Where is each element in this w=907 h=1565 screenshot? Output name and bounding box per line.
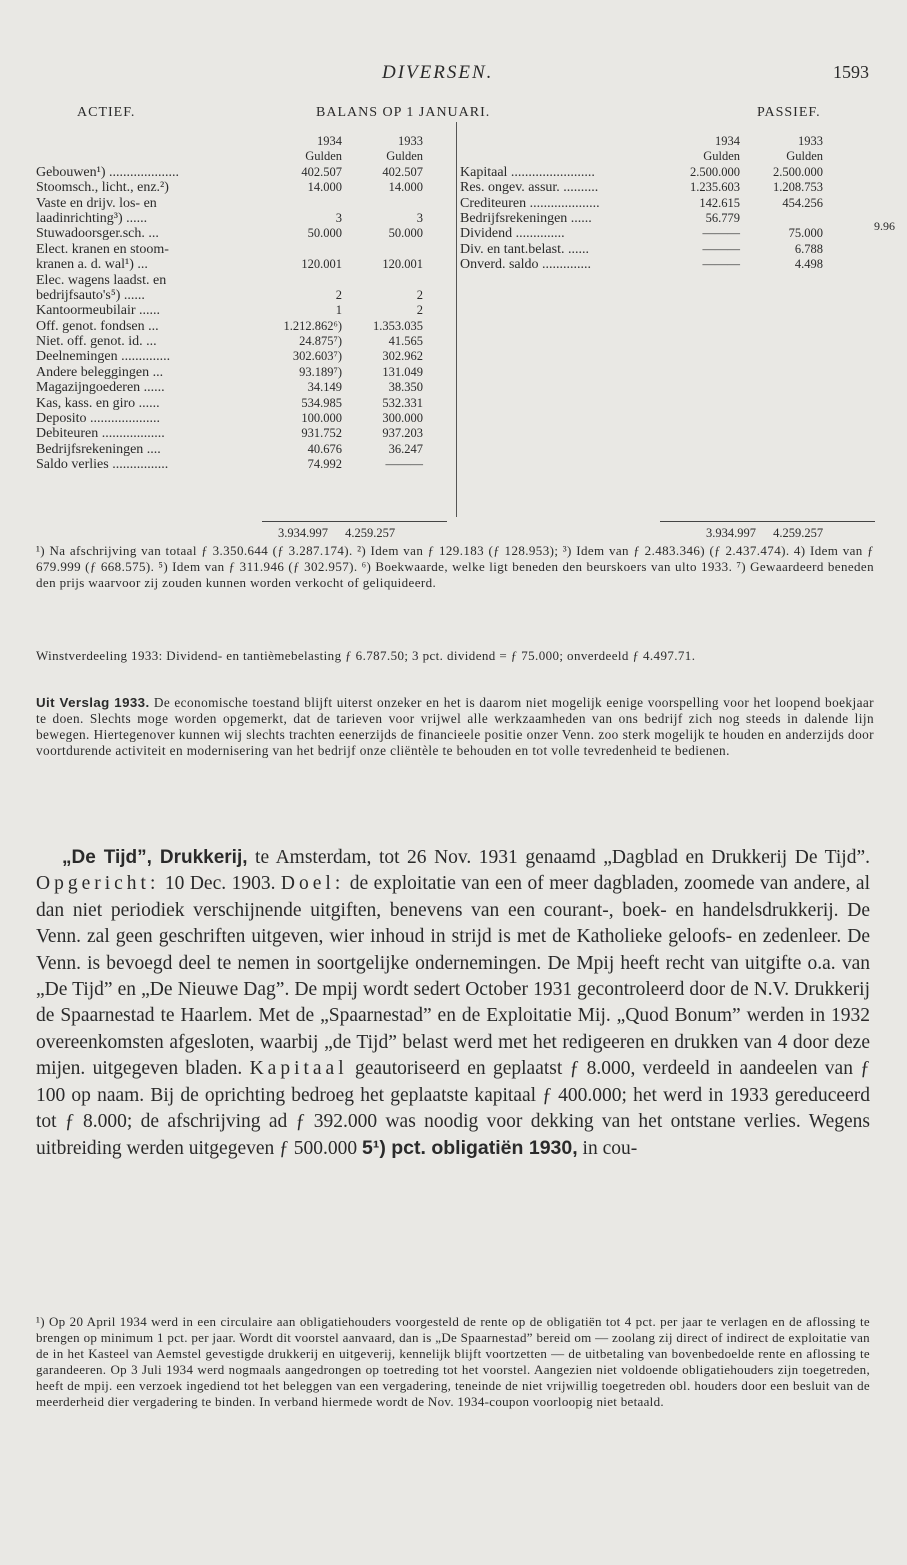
row-label: Magazijngoederen ......	[36, 380, 165, 396]
passief-col-units	[460, 149, 880, 164]
actief-row	[36, 242, 458, 257]
row-label: Bedrijfsrekeningen ......	[460, 210, 592, 226]
row-label: Stuwadoorsger.sch. ...	[36, 226, 159, 242]
value-1933: 402.507	[382, 164, 423, 179]
year-1933: 1933	[798, 134, 823, 148]
actief-total-1933: 4.259.257	[345, 526, 396, 540]
company-text-5: in cou-	[577, 1138, 638, 1160]
actief-row	[36, 396, 458, 411]
value-1933: 2	[416, 303, 423, 318]
row-label: Andere beleggingen ...	[36, 364, 164, 380]
actief-row	[36, 257, 458, 272]
value-1933: 2	[416, 287, 423, 302]
year-1934: 1934	[715, 134, 740, 148]
balance-title: BALANS OP 1 JANUARI.	[316, 105, 491, 120]
passief-row	[460, 257, 880, 272]
winstverdeeling: Winstverdeeling 1933: Dividend- en tantièmebelasting ƒ 6.787.50; 3 pct. dividend = ƒ 75.000; onverdeeld ƒ 4.497.71.	[36, 648, 696, 663]
actief-col-units	[36, 149, 458, 164]
value-1934: 534.985	[301, 395, 342, 410]
value-1934: 93.189⁷)	[299, 364, 342, 379]
actief-totals	[278, 526, 395, 541]
value-1933: 131.049	[382, 364, 423, 379]
bottom-footnote: ¹) Op 20 April 1934 werd in een circulaire aan obligatiehouders voorgesteld de rente op de obligatiën tot 4 pct. per jaar te verlagen en de aflossing te brengen op minimum 1 pct. per jaar. Wordt dit voorstel aanvaard, dan is „De Spaarnestad” bereid om — zoolang zij direct of indirect de exploitatie van de in het Kasteel van Aemstel gevestigde drukkerij en uitgeverij, kennelijk blijft voortzetten — de uitbetaling van bovenbedoelde rente en aflossing te garandeeren. Op 3 Juli 1934 werd nogmaals aangedrongen op toetreding tot het voorstel. Aangezien niet voldoende obligatiehouders zijn toegetreden, heeft de mpij. een verzoek ingediend tot het beleggen van een vergadering, teneinde de niet vrijwillig toegetreden obl. houders door een besluit van de meerderheid dier vergadering te binden. In verband hiermede wordt de Nov. 1934-coupon voorloopig niet betaald.	[36, 1314, 870, 1410]
company-text-2: 10 Dec. 1903.	[159, 873, 281, 895]
row-label: Niet. off. genot. id. ...	[36, 334, 157, 350]
row-label: Kantoormeubilair ......	[36, 303, 161, 319]
value-1933: 454.256	[782, 195, 823, 210]
value-1934: 100.000	[301, 411, 342, 426]
passief-row	[460, 196, 880, 211]
company-entry	[36, 845, 870, 1163]
actief-row	[36, 411, 458, 426]
value-1933: ———	[385, 457, 423, 472]
row-label: Gebouwen¹) ....................	[36, 164, 180, 180]
actief-row	[36, 226, 458, 241]
actief-row	[36, 457, 458, 472]
company-text-4: geautoriseerd en geplaatst ƒ 8.000, verdeeld in aandeelen van ƒ 100 op naam. Bij de oprichting bedroeg het geplaatste kapitaal ƒ 400.000; het werd in 1933 gereduceerd tot ƒ 8.000; de afschrijving ad ƒ 392.000 was noodig voor dekking van het ontstane verlies. Wegens uitbreiding werden uitgegeven ƒ 500.000	[36, 1058, 870, 1160]
value-1934: 56.779	[705, 210, 740, 225]
row-label: Off. genot. fondsen ...	[36, 318, 159, 334]
kapitaal-label: Kapitaal	[249, 1058, 348, 1080]
value-1934: 1.212.862⁶)	[283, 318, 342, 333]
year-1933: 1933	[398, 134, 423, 148]
value-1934: 142.615	[699, 195, 740, 210]
value-1934: 2.500.000	[690, 164, 740, 179]
doel-label: Doel:	[280, 873, 345, 895]
value-1933: 937.203	[382, 426, 423, 441]
value-1934: ———	[702, 257, 740, 272]
balance-footnotes: ¹) Na afschrijving van totaal ƒ 3.350.644 (ƒ 3.287.174). ²) Idem van ƒ 129.183 (ƒ 128.953); ³) Idem van ƒ 2.483.346) (ƒ 2.437.474). 4) Idem van ƒ 679.999 (ƒ 668.575). ⁵) Idem van ƒ 311.946 (ƒ 302.957). ⁶) Boekwaarde, welke ligt beneden den beurskoers van ulto 1933. ⁷) Gewaardeerd beneden den prijs waarvoor zij zouden kunnen worden verkocht of geliquideerd.	[36, 543, 874, 590]
row-label: bedrijfsauto's⁵) ......	[36, 287, 145, 303]
actief-row	[36, 273, 458, 288]
value-1933: 4.498	[794, 257, 823, 272]
passief-row	[460, 165, 880, 180]
value-1934: 931.752	[301, 426, 342, 441]
row-label: Dividend ..............	[460, 226, 565, 242]
passief-label: PASSIEF.	[757, 105, 821, 120]
actief-row	[36, 303, 458, 318]
actief-row	[36, 442, 458, 457]
actief-row	[36, 211, 458, 226]
row-label: Bedrijfsrekeningen ....	[36, 441, 161, 457]
row-label: Stoomsch., licht., enz.²)	[36, 180, 169, 196]
value-1933: 38.350	[388, 380, 423, 395]
row-label: Elec. wagens laadst. en	[36, 272, 167, 288]
passief-total-1934: 3.934.997	[706, 526, 756, 540]
company-text-1: te Amsterdam, tot 26 Nov. 1931 genaamd „Dagblad en Drukkerij De Tijd”.	[247, 847, 871, 868]
row-label: laadinrichting³) ......	[36, 210, 148, 226]
row-label: Div. en tant.belast. ......	[460, 241, 589, 257]
passief-totals	[706, 526, 823, 541]
unit-gulden: Gulden	[305, 149, 342, 164]
value-1933: 120.001	[382, 257, 423, 272]
opgericht-label: Opgericht:	[36, 873, 160, 895]
actief-row	[36, 196, 458, 211]
actief-row	[36, 380, 458, 395]
running-header	[0, 62, 907, 86]
row-label: Deposito ....................	[36, 411, 161, 427]
actief-row	[36, 165, 458, 180]
value-1933: 1.208.753	[773, 180, 823, 195]
row-label: Saldo verlies ................	[36, 457, 169, 473]
value-1933: 14.000	[388, 180, 423, 195]
row-label: Kapitaal ........................	[460, 164, 595, 180]
actief-row	[36, 334, 458, 349]
stray-value: 9.96	[874, 219, 895, 233]
value-1934: 50.000	[307, 226, 342, 241]
value-1934: 3	[335, 210, 342, 225]
value-1933: 302.962	[382, 349, 423, 364]
value-1934: ———	[702, 241, 740, 256]
value-1934: 1.235.603	[690, 180, 740, 195]
row-label: Elect. kranen en stoom-	[36, 241, 169, 257]
section-title: DIVERSEN.	[382, 62, 494, 83]
value-1933: 532.331	[382, 395, 423, 410]
value-1933: 41.565	[388, 334, 423, 349]
actief-label: ACTIEF.	[77, 105, 136, 120]
value-1934: 24.875⁷)	[299, 334, 342, 349]
actief-total-1934: 3.934.997	[278, 526, 328, 540]
value-1933: 6.788	[794, 241, 823, 256]
passief-row	[460, 226, 880, 241]
actief-row	[36, 365, 458, 380]
verslag-text: De economische toestand blijft uiterst onzeker en het is daarom niet mogelijk eenige voorspelling voor het loopend boekjaar te doen. Slechts moge worden opgemerkt, dat de tarieven voor vrijwel alle werkzaamheden van ons bedrijf zich nog steeds in dalende lijn bewegen. Hiertegenover kunnen wij slechts trachten eenerzijds de financieele positie onzer Venn. zoo sterk mogelijk te houden en anderzijds door voortdurende activiteit en modernisering van het bedrijf onze cliëntèle te behouden en tot volle tevredenheid te bedienen.	[36, 695, 874, 758]
actief-row	[36, 426, 458, 441]
actief-row	[36, 180, 458, 195]
unit-gulden: Gulden	[386, 149, 423, 164]
value-1933: 300.000	[382, 411, 423, 426]
passief-row	[460, 180, 880, 195]
value-1933: 36.247	[388, 441, 423, 456]
value-1934: 2	[335, 287, 342, 302]
row-label: Res. ongev. assur. ..........	[460, 180, 599, 196]
passief-row	[460, 211, 880, 226]
company-name: „De Tijd”, Drukkerij,	[62, 847, 248, 868]
value-1934: 120.001	[301, 257, 342, 272]
row-label: Vaste en drijv. los- en	[36, 195, 157, 211]
unit-gulden: Gulden	[703, 149, 740, 164]
row-label: Kas, kass. en giro ......	[36, 395, 160, 411]
value-1934: 74.992	[307, 457, 342, 472]
actief-row	[36, 319, 458, 334]
actief-row	[36, 349, 458, 364]
row-label: Onverd. saldo ..............	[460, 257, 592, 273]
page-number: 1593	[833, 62, 869, 82]
row-label: Crediteuren ....................	[460, 195, 600, 211]
value-1933: 3	[416, 210, 423, 225]
value-1933: 1.353.035	[373, 318, 423, 333]
value-1934: 34.149	[307, 380, 342, 395]
company-text-3: de exploitatie van een of meer dagbladen, zoomede van andere, al dan niet periodiek verschijnende uitgiften, benevens van een courant-, boek- en handelsdrukkerij. De Venn. zal geen geschriften uitgeven, wier inhoud in strijd is met de Katholieke geloofs- en zedenleer. De Venn. is bevoegd deel te nemen in soortgelijke ondernemingen. De Mpij heeft recht van uitgifte o.a. van „De Tijd” en „De Nieuwe Dag”. De mpij wordt sedert October 1931 gecontroleerd door de N.V. Drukkerij de Spaarnestad te Haarlem. Met de „Spaarnestad” en de Exploitatie Mij. „Quod Bonum” werden in 1932 overeenkomsten afgesloten, waarbij „de Tijd” belast werd met het redigeeren en drukken van 4 door deze mijen. uitgegeven bladen.	[36, 873, 870, 1080]
passief-table	[460, 134, 880, 273]
row-label: kranen a. d. wal¹) ...	[36, 257, 148, 273]
passief-total-rule	[660, 521, 875, 522]
value-1933: 50.000	[388, 226, 423, 241]
actief-table	[36, 134, 458, 473]
row-label: Debiteuren ..................	[36, 426, 165, 442]
value-1934: 40.676	[307, 441, 342, 456]
passief-row	[460, 242, 880, 257]
actief-row	[36, 288, 458, 303]
passief-total-1933: 4.259.257	[773, 526, 824, 540]
verslag-heading: Uit Verslag 1933.	[36, 695, 150, 710]
actief-total-rule	[262, 521, 447, 522]
value-1934: ———	[702, 226, 740, 241]
year-1934: 1934	[317, 134, 342, 148]
value-1934: 1	[335, 303, 342, 318]
bond-label: 5¹) pct. obligatiën 1930,	[362, 1137, 578, 1160]
actief-col-years	[36, 134, 458, 149]
verslag-paragraph	[36, 695, 874, 759]
value-1933: 75.000	[788, 226, 823, 241]
value-1934: 302.603⁷)	[292, 349, 342, 364]
value-1933: 2.500.000	[773, 164, 823, 179]
passief-col-years	[460, 134, 880, 149]
value-1934: 14.000	[307, 180, 342, 195]
value-1934: 402.507	[301, 164, 342, 179]
unit-gulden: Gulden	[786, 149, 823, 164]
row-label: Deelnemingen ..............	[36, 349, 171, 365]
